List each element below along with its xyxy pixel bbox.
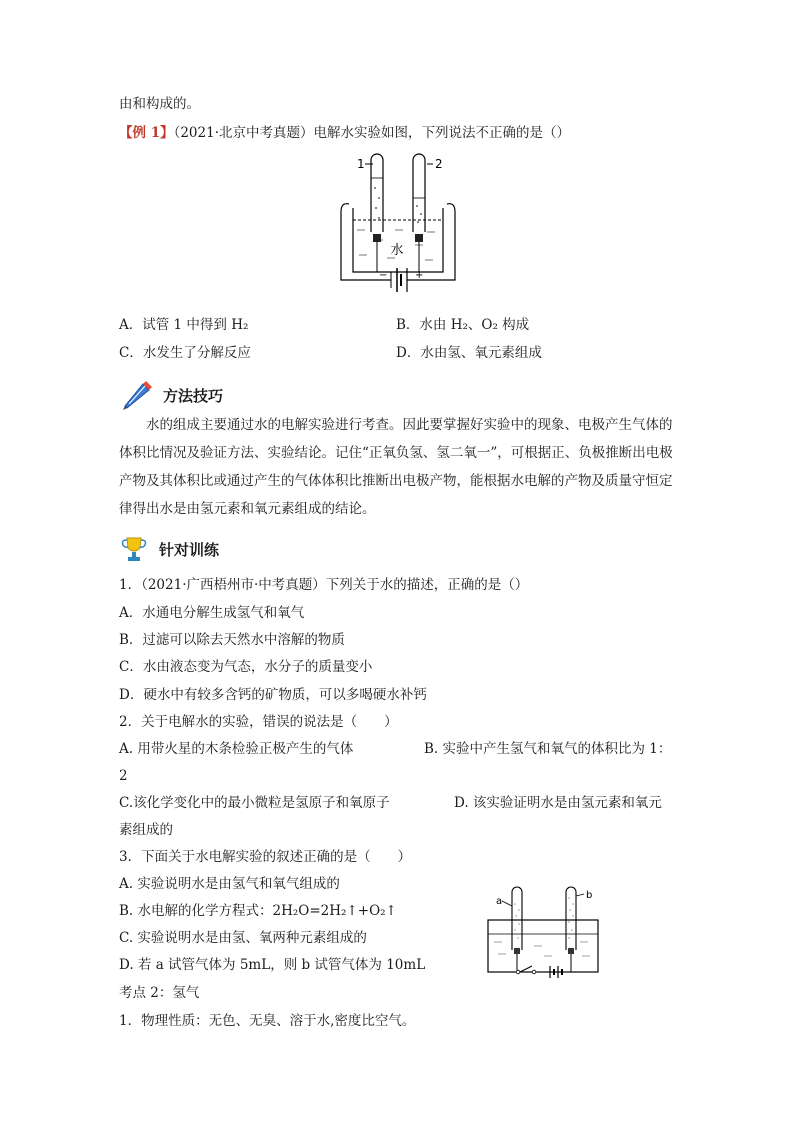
plus-sign: + bbox=[415, 270, 424, 281]
q3-option-d[interactable]: D. 若 a 试管气体为 5mL，则 b 试管气体为 10mL bbox=[119, 957, 426, 973]
example-option-a[interactable]: A．试管 1 中得到 H₂ bbox=[119, 317, 249, 333]
example-stem: （2021·北京中考真题）电解水实验如图，下列说法不正确的是（） bbox=[173, 125, 570, 141]
q1-option-a[interactable]: A．水通电分解生成氢气和氧气 bbox=[119, 605, 305, 621]
q1-option-b[interactable]: B．过滤可以除去天然水中溶解的物质 bbox=[119, 632, 345, 648]
method-header bbox=[119, 378, 223, 412]
electrolysis-figure-2 bbox=[484, 884, 604, 980]
kaodian-2: 考点 2：氢气 bbox=[119, 985, 200, 1001]
q1-option-c[interactable]: C．水由液态变为气态，水分子的质量变小 bbox=[119, 659, 373, 675]
q3-option-b[interactable] bbox=[119, 902, 397, 920]
q3-option-c[interactable]: C. 实验说明水是由氢、氧两种元素组成的 bbox=[119, 930, 367, 946]
q2-option-b-cont: 2 bbox=[119, 768, 128, 784]
q2-option-c[interactable]: C.该化学变化中的最小微粒是氢原子和氧原子 bbox=[119, 795, 390, 811]
q2-option-d[interactable]: D. 该实验证明水是由氢元素和氧元 bbox=[454, 795, 662, 811]
method-title: 方法技巧 bbox=[163, 386, 224, 405]
q2-option-a[interactable]: A. 用带火星的木条检验正极产生的气体 bbox=[119, 741, 354, 757]
q3-option-b-prefix: B. 水电解的化学方程式： bbox=[119, 903, 273, 919]
tube-label-1: 1 bbox=[357, 157, 365, 171]
training-title: 针对训练 bbox=[159, 540, 220, 559]
q1-option-d[interactable]: D．硬水中有较多含钙的矿物质，可以多喝硬水补钙 bbox=[119, 687, 427, 703]
q3-option-a[interactable]: A. 实验说明水是由氢气和氧气组成的 bbox=[119, 876, 340, 892]
example-option-b[interactable]: B．水由 H₂、O₂ 构成 bbox=[396, 317, 530, 333]
example-1 bbox=[119, 124, 570, 142]
electrolysis-figure-1 bbox=[335, 150, 465, 300]
intro-line: 由和构成的。 bbox=[119, 96, 200, 112]
q3-stem: 3．下面关于水电解实验的叙述正确的是（ ） bbox=[119, 849, 412, 865]
q2-stem: 2．关于电解水的实验，错误的说法是（ ） bbox=[119, 714, 398, 730]
trophy-icon bbox=[119, 534, 149, 564]
example-option-c[interactable]: C．水发生了分解反应 bbox=[119, 345, 251, 361]
example-tag: 【例 1】 bbox=[119, 125, 174, 141]
hydrogen-physical-properties: 1．物理性质：无色、无臭、溶于水,密度比空气。 bbox=[119, 1013, 416, 1029]
example-option-d[interactable]: D．水由氢、氧元素组成 bbox=[396, 345, 542, 361]
water-label: 水 bbox=[390, 243, 404, 258]
pencil-icon bbox=[119, 378, 153, 412]
q2-option-b[interactable]: B. 实验中产生氢气和氧气的体积比为 1： bbox=[424, 741, 672, 757]
method-text: 水的组成主要通过水的电解实验进行考查。因此要掌握好实验中的现象、电极产生气体的体积比情况及验证方法、实验结论。记住“正氧负氢、氢二氧一”，可根据正、负极推断出电极产物及其体积比或通过产生的气体体积比推断出电极产物，能根据水电解的产物及质量守恒定律得出水是由氢元素和氧元素组成的结论。 bbox=[119, 417, 673, 517]
q1-stem: 1．（2021·广西梧州市·中考真题）下列关于水的描述，正确的是（） bbox=[119, 577, 529, 593]
minus-sign: − bbox=[379, 270, 388, 281]
q3-equation: 2H₂O=2H₂↑+O₂↑ bbox=[272, 903, 397, 919]
tube-label-a: a bbox=[496, 896, 503, 907]
q2-option-d-cont: 素组成的 bbox=[119, 822, 173, 838]
tube-label-2: 2 bbox=[435, 157, 443, 171]
training-header bbox=[119, 534, 219, 564]
tube-label-b: b bbox=[586, 890, 593, 901]
